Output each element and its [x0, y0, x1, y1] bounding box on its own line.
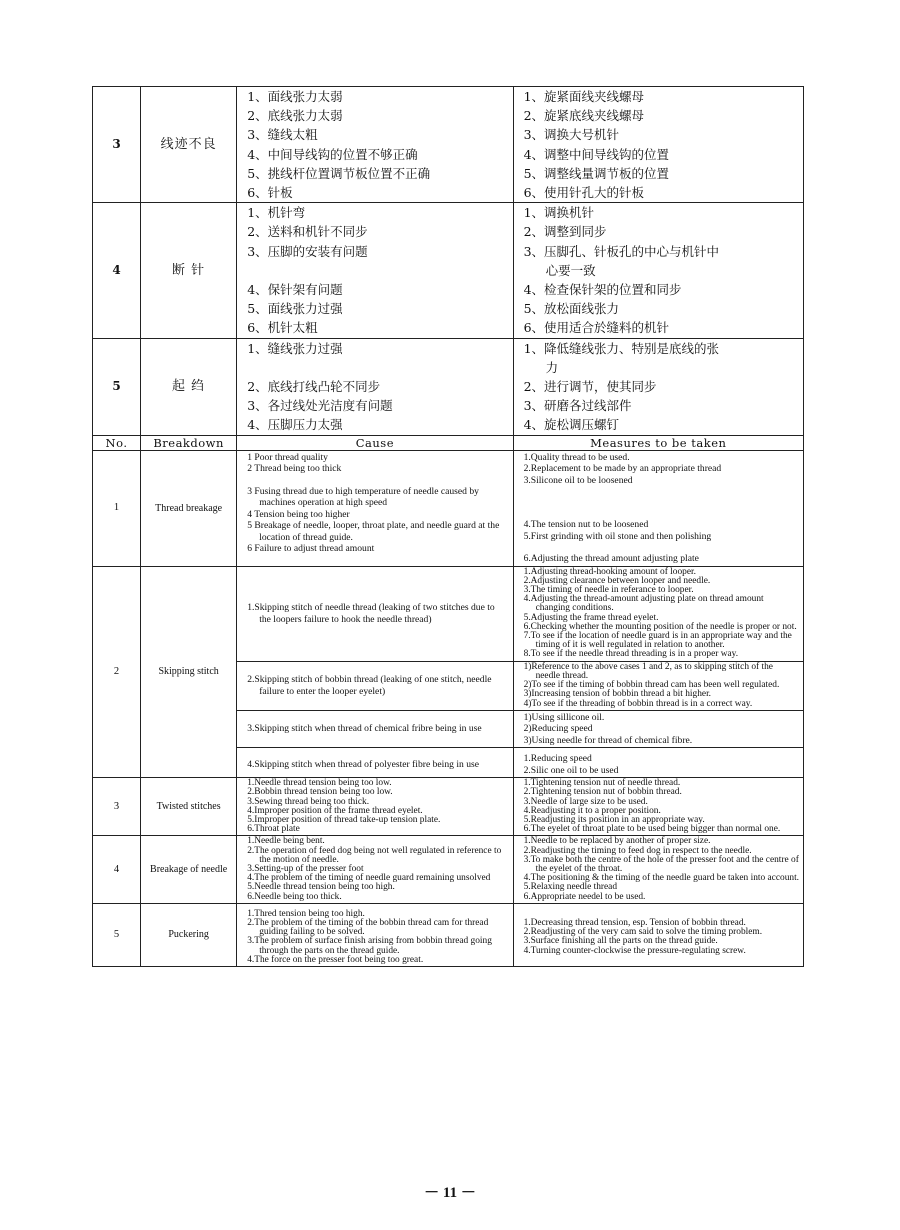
measure-item: 4.Adjusting the thread-amount adjusting plate on thread amount changing conditions.: [523, 594, 764, 614]
measure-line: 3、研磨各过线部件: [523, 398, 632, 414]
cause-cell: [237, 566, 513, 661]
measure-item: 7.To see if the location of needle guard is in an appropriate way and the timing of it is well regulated in relation to another.: [523, 631, 792, 651]
cause-line: 2、底线打线凸轮不同步: [247, 379, 381, 395]
cause-item: 2 Thread being too thick: [247, 463, 342, 475]
measure-item: 3.Surface finishing all the parts on the thread guide.: [523, 936, 718, 947]
measure-item: 4.The positioning & the timing of the needle guard be taken into account.: [523, 873, 800, 884]
measure-item: 1)Using sillicone oil.: [523, 711, 605, 723]
cause-line: 2、底线张力太弱: [247, 108, 343, 124]
cause-item: 4.The force on the presser foot being too great.: [247, 954, 424, 965]
measure-item: 5.Relaxing needle thread: [523, 882, 618, 893]
cause-item: 3 Fusing thread due to high temperature of needle caused by machines operation at high speed: [247, 485, 479, 509]
cause-item: 1.Skipping stitch of needle thread (leaking of two stitches due to the loopers failure to hook the needle thread): [247, 602, 495, 625]
measure-item: 2.Silic one oil to be used: [523, 764, 619, 776]
zh-row-3: [93, 87, 804, 203]
cause-line: 4、压脚压力太强: [247, 417, 343, 433]
measure-item: 1.Tightening tension nut of needle thread.: [523, 778, 681, 789]
en-row-2: [93, 566, 804, 661]
cause-item: 6 Failure to adjust thread amount: [247, 543, 375, 555]
measure-item: 4.The tension nut to be loosened: [523, 519, 649, 531]
measure-cell: [513, 203, 803, 338]
measure-item: 3.Silicone oil to be loosened: [523, 474, 633, 486]
cause-item: 2.The operation of feed dog being not well regulated in reference to the motion of needle.: [247, 845, 502, 865]
breakdown-label: Puckering: [141, 903, 237, 966]
breakdown-label: 断 针: [141, 203, 237, 338]
measure-item: 4.Turning counter-clockwise the pressure-regulating screw.: [523, 945, 746, 956]
measure-line: 5、放松面线张力: [523, 301, 620, 317]
breakdown-label: Breakage of needle: [141, 836, 237, 903]
cause-item: 4.The problem of the timing of needle guard remaining unsolved: [247, 873, 491, 884]
measure-line: 4、检查保针架的位置和同步: [523, 282, 682, 298]
cause-line: 3、缝线太粗: [247, 127, 318, 143]
measure-item: 2.Adjusting clearance between looper and needle.: [523, 575, 711, 586]
measure-cell: [513, 450, 803, 566]
en-row-4: [93, 836, 804, 903]
measure-line: 4、调整中间导线钩的位置: [523, 146, 670, 162]
measure-item: 1)Reference to the above cases 1 and 2, as to skipping stitch of the needle thread.: [523, 661, 773, 681]
cause-item: 4.Improper position of the frame thread eyelet.: [247, 805, 423, 816]
cause-item: 3.Sewing thread being too thick.: [247, 796, 370, 807]
measure-line: 3、压脚孔、针板孔的中心与机针中: [523, 243, 720, 259]
measure-cell: [513, 566, 803, 661]
cause-cell: [237, 661, 513, 710]
en-table-header: [93, 435, 804, 450]
cause-line: [247, 261, 512, 280]
cause-cell: [237, 748, 513, 778]
measure-cell: [513, 87, 803, 203]
cause-item: 5.Improper position of thread take-up tension plate.: [247, 815, 441, 826]
cause-line: 6、机针太粗: [247, 320, 318, 336]
cause-line: 6、针板: [247, 185, 293, 201]
breakdown-label: Thread breakage: [141, 450, 237, 566]
measure-item: 4.Readjusting it to a proper position.: [523, 805, 661, 816]
cause-line: 4、保针架有问题: [247, 282, 343, 298]
measure-item: 2.Readjusting of the very cam said to solve the timing problem.: [523, 927, 763, 938]
cause-item: 4.Skipping stitch when thread of polyester fibre being in use: [247, 758, 479, 770]
row-number: 1: [93, 450, 141, 566]
breakdown-label: Skipping stitch: [141, 566, 237, 778]
measure-item: 6.The eyelet of throat plate to be used being bigger than normal one.: [523, 824, 781, 835]
measure-line: 1、旋紧面线夹线螺母: [523, 89, 645, 104]
cause-line: 1、缝线张力过强: [247, 340, 343, 356]
zh-row-5: [93, 338, 804, 435]
breakdown-label: Twisted stitches: [141, 778, 237, 836]
measure-cell: [513, 748, 803, 778]
cause-cell: [237, 710, 513, 748]
cause-cell: [237, 87, 513, 203]
measure-item: 3.To make both the centre of the hole of the presser foot and the centre of the eyelet of the throat.: [523, 854, 799, 875]
measure-item: 3)Using needle for thread of chemical fibre.: [523, 734, 693, 746]
measure-item: 5.Adjusting the frame thread eyelet.: [523, 612, 659, 623]
measure-item: 1.Adjusting thread-hooking amount of looper.: [523, 566, 696, 577]
measure-item: 1.Quality thread to be used.: [523, 451, 630, 463]
measure-item: 3.The timing of needle in referance to looper.: [523, 585, 694, 596]
cause-line: 1、机针弯: [247, 205, 306, 221]
breakdown-label: 线迹不良: [141, 87, 237, 203]
cause-item: 4 Tension being too higher: [247, 508, 350, 520]
measure-cell: [513, 710, 803, 748]
measure-line: 2、进行调节，使其同步: [523, 379, 657, 395]
measure-item: 3)Increasing tension of bobbin thread a bit higher.: [523, 689, 712, 700]
measure-line: 6、使用适合於缝料的机针: [523, 320, 670, 336]
row-number: 5: [93, 903, 141, 966]
row-number: 3: [93, 87, 141, 203]
measure-item: 3.Needle of large size to be used.: [523, 796, 648, 807]
cause-item: 1.Needle thread tension being too low.: [247, 778, 392, 789]
row-number: 2: [93, 566, 141, 778]
header-measures: Measures to be taken: [513, 435, 803, 450]
measure-item: 1.Reducing speed: [523, 753, 592, 765]
cause-item: 6.Needle being too thick.: [247, 891, 342, 902]
measure-item: 4)To see if the threading of bobbin thread is in a correct way.: [523, 698, 753, 709]
measure-line: 3、调换大号机针: [523, 127, 620, 143]
row-number: 4: [93, 836, 141, 903]
cause-item: 1.Needle being bent.: [247, 836, 325, 847]
cause-cell: [237, 903, 513, 966]
row-number: 4: [93, 203, 141, 338]
cause-item: 2.Skipping stitch of bobbin thread (leaking of one stitch, needle failure to enter the looper eyelet): [247, 674, 492, 697]
header-breakdown: Breakdown: [141, 435, 237, 450]
measure-item: 6.Adjusting the thread amount adjusting plate: [523, 553, 699, 565]
cause-item: 3.Skipping stitch when thread of chemical fribre being in use: [247, 723, 482, 735]
measure-item: 2.Tightening tension nut of bobbin thread.: [523, 787, 682, 798]
cause-item: 1.Thred tension being too high.: [247, 908, 365, 919]
en-row-3: [93, 778, 804, 836]
cause-cell: [237, 450, 513, 566]
cause-cell: [237, 203, 513, 338]
measure-item: 2)To see if the timing of bobbin thread cam has been well regulated.: [523, 680, 780, 691]
manual-page: [92, 86, 804, 967]
measure-line: 4、旋松调压螺钉: [523, 417, 620, 433]
page-number: － 11 －: [424, 1185, 476, 1201]
measure-line: 1、降低缝线张力、特别是底线的张: [523, 340, 720, 356]
measure-item: 2.Replacement to be made by an appropriate thread: [523, 463, 722, 475]
measure-item: 6.Appropriate needel to be used.: [523, 891, 646, 902]
cause-item: 2.The problem of the timing of the bobbin thread cam for thread guiding failing to be solved.: [247, 918, 489, 938]
troubleshooting-table: [92, 86, 804, 967]
cause-line: 3、各过线处光洁度有问题: [247, 398, 393, 414]
measure-item: 1.Needle to be replaced by another of proper size.: [523, 836, 711, 847]
header-cause: Cause: [237, 435, 513, 450]
measure-line: 5、调整线量调节板的位置: [523, 165, 670, 181]
measure-line: 6、使用针孔大的针板: [523, 185, 645, 201]
measure-line: 1、调换机针: [523, 205, 595, 221]
measure-cell: [513, 778, 803, 836]
cause-line: 4、中间导线钩的位置不够正确: [247, 146, 418, 162]
cause-line: 5、面线张力过强: [247, 301, 343, 317]
measure-cell: [513, 661, 803, 710]
cause-item: 3.The problem of surface finish arising from bobbin thread going through the parts on the thread guide.: [247, 936, 492, 956]
cause-item: 3.Setting-up of the presser foot: [247, 864, 364, 875]
cause-cell: [237, 338, 513, 435]
en-row-5: [93, 903, 804, 966]
header-no: No.: [93, 435, 141, 450]
measure-item: 1.Decreasing thread tension, esp. Tension of bobbin thread.: [523, 918, 746, 929]
cause-item: 6.Throat plate: [247, 824, 300, 835]
row-number: 5: [93, 338, 141, 435]
measure-item: 5.Readjusting its position in an appropriate way.: [523, 815, 705, 826]
breakdown-label: 起 绉: [141, 338, 237, 435]
measure-line: 心要一致: [545, 262, 596, 278]
row-number: 3: [93, 778, 141, 836]
measure-line: 2、调整到同步: [523, 224, 607, 240]
measure-item: 5.First grinding with oil stone and then polishing: [523, 530, 712, 542]
cause-line: 2、送料和机针不同步: [247, 224, 368, 240]
measure-cell: [513, 338, 803, 435]
cause-item: 1 Poor thread quality: [247, 451, 328, 463]
measure-cell: [513, 836, 803, 903]
measure-cell: [513, 903, 803, 966]
measure-item: 6.Checking whether the mounting position of the needle is proper or not.: [523, 621, 797, 632]
measure-item: 2)Reducing speed: [523, 723, 593, 735]
cause-line: 3、压脚的安装有问题: [247, 243, 368, 259]
en-row-1: [93, 450, 804, 566]
cause-line: [247, 358, 512, 377]
cause-item: 5.Needle thread tension being too high.: [247, 882, 395, 893]
cause-line: 5、挑线杆位置调节板位置不正确: [247, 165, 431, 181]
cause-cell: [237, 836, 513, 903]
measure-item: 2.Readjusting the timing to feed dog in respect to the needle.: [523, 845, 752, 856]
zh-row-4: [93, 203, 804, 338]
measure-item: 8.To see if the needle thread threading is in a proper way.: [523, 649, 739, 660]
cause-line: 1、面线张力太弱: [247, 89, 343, 104]
measure-line: 2、旋紧底线夹线螺母: [523, 108, 645, 124]
measure-line: 力: [545, 359, 559, 375]
cause-cell: [237, 778, 513, 836]
cause-item: 5 Breakage of needle, looper, throat plate, and needle guard at the location of thread guide.: [247, 520, 500, 543]
cause-item: 2.Bobbin thread tension being too low.: [247, 787, 393, 798]
